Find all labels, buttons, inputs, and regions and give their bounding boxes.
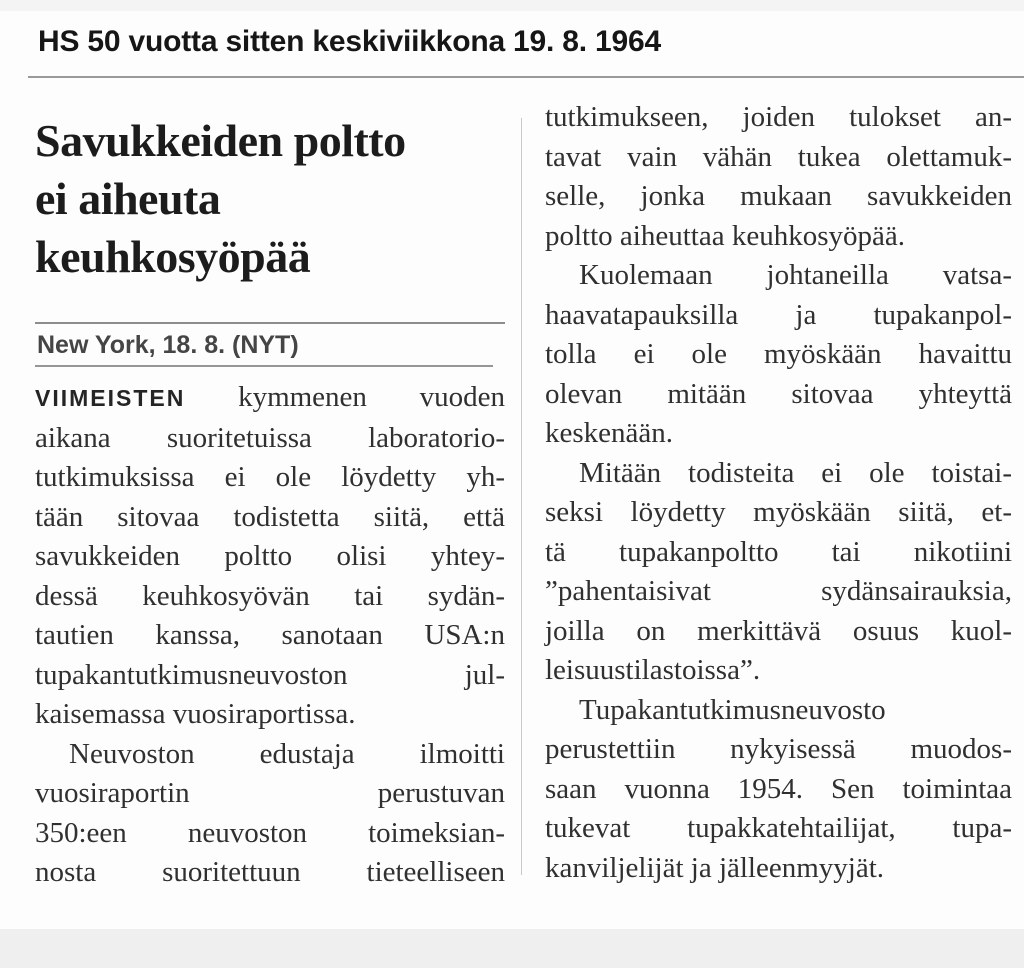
body-line: Tupakantutkimusneuvosto <box>579 693 886 726</box>
body-line: saan vuonna 1954. Sen toimintaa <box>545 772 1012 805</box>
dateline-rule-top <box>35 322 505 324</box>
body-line: 350:een neuvoston toimeksian- <box>35 816 505 849</box>
bottom-edge <box>0 929 1024 968</box>
headline-line: Savukkeiden poltto <box>35 115 406 166</box>
paragraph <box>545 98 1012 256</box>
body-line: tukevat tupakkatehtailijat, tupa- <box>545 812 1012 844</box>
paragraph <box>545 691 1012 889</box>
lead-word: VIIMEISTEN <box>35 385 186 411</box>
paragraph <box>35 735 505 893</box>
body-line: tutkimukseen, joiden tulokset an- <box>545 101 1012 133</box>
right-column-text <box>545 98 1012 888</box>
column-divider <box>521 118 522 875</box>
body-line: tutkimuksissa ei ole löydetty yh- <box>35 461 505 493</box>
paragraph <box>35 378 505 735</box>
body-line: Neuvoston edustaja ilmoitti <box>69 737 505 770</box>
body-line: perustettiin nykyisessä muodos- <box>545 733 1012 765</box>
left-column-text <box>35 378 505 893</box>
body-line: nosta suoritettuun tieteelliseen <box>35 856 505 888</box>
body-line: vuosiraportin perustuvan <box>35 777 505 809</box>
dateline: New York, 18. 8. (NYT) <box>37 331 299 359</box>
section-header: HS 50 vuotta sitten keskiviikkona 19. 8. 1964 <box>38 25 661 58</box>
body-line: tautien kanssa, sanotaan USA:n <box>35 619 505 651</box>
body-line: tään sitovaa todistetta siitä, että <box>35 500 505 533</box>
body-line: leisuustilastoissa”. <box>545 654 761 686</box>
body-line: poltto aiheuttaa keuhkosyöpää. <box>545 219 905 252</box>
body-line: selle, jonka mukaan savukkeiden <box>545 180 1012 212</box>
right-column <box>545 0 1012 920</box>
body-line: savukkeiden poltto olisi yhtey- <box>35 540 505 572</box>
body-line: joilla on merkittävä osuus kuol- <box>545 614 1012 647</box>
paragraph <box>545 454 1012 691</box>
body-line: haavatapauksilla ja tupakanpol- <box>545 298 1012 331</box>
body-line: dessä keuhkosyövän tai sydän- <box>35 579 505 612</box>
headline <box>35 112 505 286</box>
paragraph <box>545 256 1012 454</box>
body-line: kanviljelijät ja jälleenmyyjät. <box>545 851 885 884</box>
headline-line: keuhkosyöpää <box>35 231 311 282</box>
left-column <box>35 0 505 920</box>
body-line: tavat vain vähän tukea olettamuk- <box>545 140 1012 173</box>
body-line: tupakantutkimusneuvoston jul- <box>35 658 505 691</box>
headline-line: ei aiheuta <box>35 173 221 224</box>
body-line: Kuolemaan johtaneilla vatsa- <box>579 259 1012 291</box>
body-line: kaisemassa vuosiraportissa. <box>35 698 356 730</box>
body-line: tä tupakanpoltto tai nikotiini <box>545 535 1012 568</box>
body-line: aikana suoritetuissa laboratorio- <box>35 421 505 454</box>
body-line: olevan mitään sitovaa yhteyttä <box>545 377 1012 410</box>
body-line: ”pahentaisivat sydänsairauksia, <box>545 575 1012 607</box>
body-line: VIIMEISTEN kymmenen vuoden <box>35 381 505 413</box>
dateline-rule-bottom <box>35 365 493 367</box>
body-line: keskenään. <box>545 417 674 449</box>
body-line: seksi löydetty myöskään siitä, et- <box>545 496 1012 528</box>
body-line: Mitään todisteita ei ole toistai- <box>579 456 1012 489</box>
body-line: tolla ei ole myöskään havaittu <box>545 338 1012 370</box>
